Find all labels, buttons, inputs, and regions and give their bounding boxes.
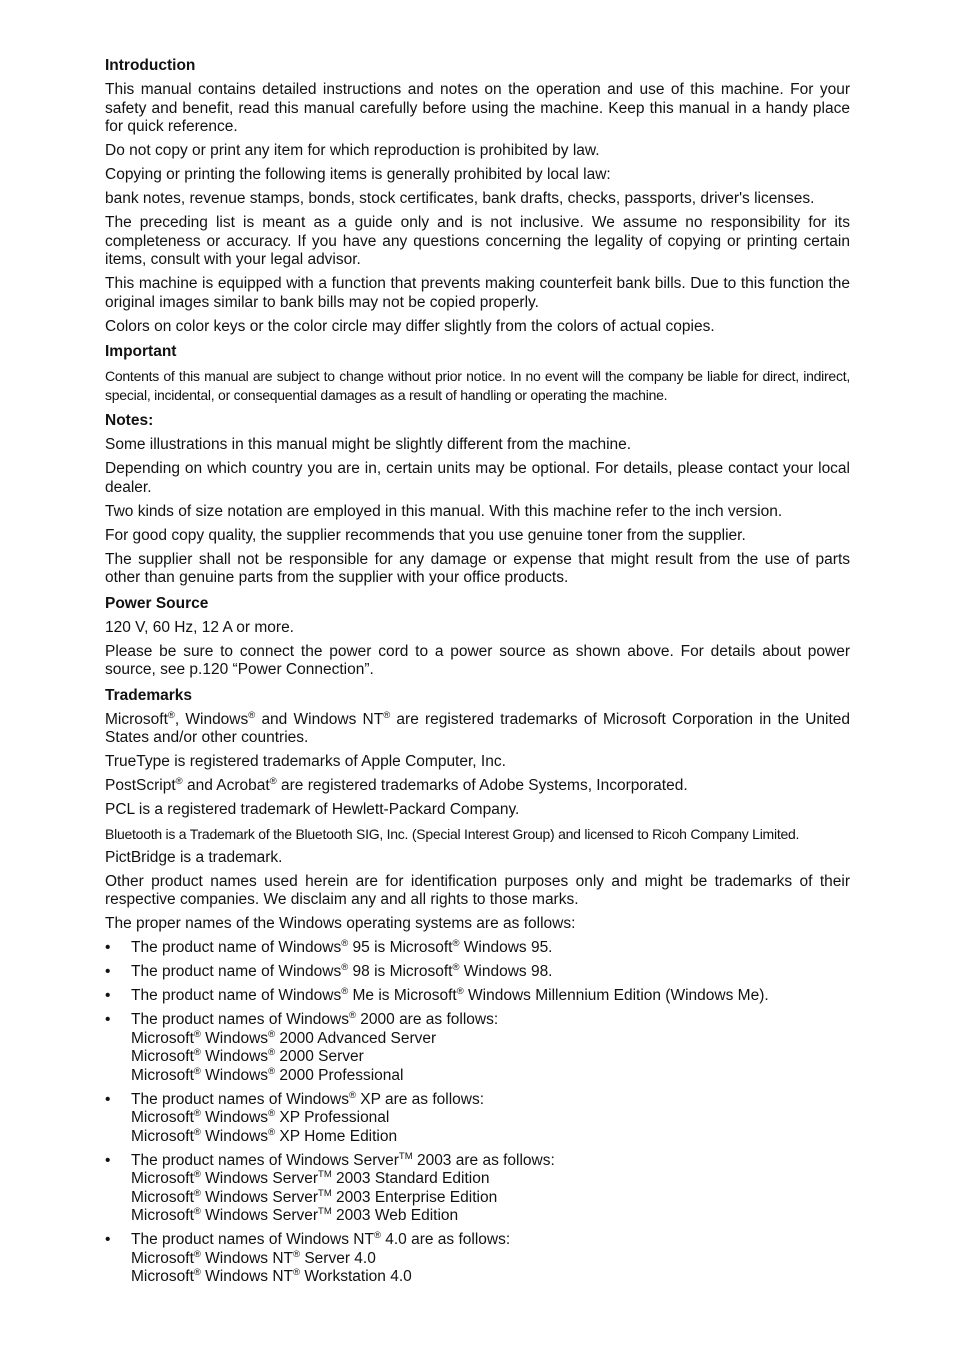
bullet-icon: • xyxy=(105,1231,111,1248)
list-item: • The product name of Windows® Me is Microsoft® Windows Millennium Edition (Windows Me). xyxy=(105,986,769,1004)
windows-names-intro: The proper names of the Windows operating systems are as follows: xyxy=(105,915,576,932)
trademark-pictbridge: PictBridge is a trademark. xyxy=(105,848,283,866)
heading-introduction: Introduction xyxy=(105,57,196,74)
sub-item: Microsoft® Windows® 2000 Professional xyxy=(131,1065,404,1084)
notes-paragraph: For good copy quality, the supplier recommends that you use genuine toner from the supplier. xyxy=(105,526,746,544)
sub-item: Microsoft® Windows NT® Workstation 4.0 xyxy=(131,1267,412,1285)
bullet-icon: • xyxy=(105,1090,111,1108)
heading-important: Important xyxy=(105,343,177,360)
trademark-adobe: PostScript® and Acrobat® are registered trademarks of Adobe Systems, Incorporated. xyxy=(105,776,688,794)
list-item: • The product name of Windows® 98 is Microsoft® Windows 98. xyxy=(105,962,553,980)
sub-item: Microsoft® Windows® XP Home Edition xyxy=(131,1126,398,1145)
power-rating: 120 V, 60 Hz, 12 A or more. xyxy=(105,618,294,636)
list-item: • The product names of Windows Server™ 2003 are as follows: Microsoft® Windows Server™ 2003 Standard Edition Microsoft® Windows Server™ 2003 Enterprise Edition Microsoft® Windows Server™ 2003 Web Edition xyxy=(105,1152,850,1226)
bullet-icon: • xyxy=(105,939,111,956)
bullet-icon: • xyxy=(105,963,111,980)
heading-power-source: Power Source xyxy=(105,594,209,612)
notes-paragraph: Two kinds of size notation are employed in this manual. With this machine refer to the inch version. xyxy=(105,502,783,520)
notes-paragraph: Depending on which country you are in, certain units may be optional. For details, please contact your local dealer. xyxy=(105,460,850,496)
notes-paragraph: Some illustrations in this manual might be slightly different from the machine. xyxy=(105,436,632,453)
heading-notes: Notes: xyxy=(105,412,154,429)
manual-page xyxy=(105,56,850,1292)
sub-item: Microsoft® Windows NT® Server 4.0 xyxy=(131,1248,376,1267)
trademark-other: Other product names used herein are for identification purposes only and might be trademarks of their respective companies. We disclaim any and all rights to those marks. xyxy=(105,872,850,908)
list-item: • The product names of Windows® 2000 are as follows: Microsoft® Windows® 2000 Advanced Server Microsoft® Windows® 2000 Server Microsoft® Windows® 2000 Professional xyxy=(105,1011,850,1085)
intro-paragraph: The preceding list is meant as a guide only and is not inclusive. We assume no responsibility for its completeness or accuracy. If you have any questions concerning the legality of copying or printing certain items, consult with your legal advisor. xyxy=(105,214,850,268)
prohibited-items-list: bank notes, revenue stamps, bonds, stock certificates, bank drafts, checks, passports, driver's licenses. xyxy=(105,190,815,207)
notes-paragraph: The supplier shall not be responsible for any damage or expense that might result from the use of parts other than genuine parts from the supplier with your office products. xyxy=(105,550,850,586)
trademark-microsoft: Microsoft®, Windows® and Windows NT® are registered trademarks of Microsoft Corporation in the United States and/or other countries. xyxy=(105,709,850,746)
list-item: • The product names of Windows NT® 4.0 are as follows: Microsoft® Windows NT® Server 4.0 Microsoft® Windows NT® Workstation 4.0 xyxy=(105,1231,850,1287)
trademark-truetype: TrueType is registered trademarks of Apple Computer, Inc. xyxy=(105,753,506,770)
bullet-icon: • xyxy=(105,1151,111,1169)
bullet-icon: • xyxy=(105,1011,111,1028)
power-paragraph: Please be sure to connect the power cord to a power source as shown above. For details about power source, see p.120 “Power Connection”. xyxy=(105,642,850,678)
intro-paragraph: Do not copy or print any item for which reproduction is prohibited by law. xyxy=(105,142,600,159)
sub-item: Microsoft® Windows® 2000 Advanced Server xyxy=(131,1028,437,1047)
intro-paragraph: This manual contains detailed instructions and notes on the operation and use of this machine. For your safety and benefit, read this manual carefully before using the machine. Keep this manual in a handy place for quick reference. xyxy=(105,81,850,135)
list-item: • The product name of Windows® 95 is Microsoft® Windows 95. xyxy=(105,938,553,956)
sub-item: Microsoft® Windows Server™ 2003 Web Edition xyxy=(131,1206,459,1224)
bullet-icon: • xyxy=(105,987,111,1004)
trademark-bluetooth: Bluetooth is a Trademark of the Bluetooth SIG, Inc. (Special Interest Group) and licensed to Ricoh Company Limited. xyxy=(105,826,800,842)
sub-item: Microsoft® Windows® XP Professional xyxy=(131,1108,390,1126)
list-item: • The product names of Windows® XP are as follows: Microsoft® Windows® XP Professional Microsoft® Windows® XP Home Edition xyxy=(105,1091,850,1147)
sub-item: Microsoft® Windows Server™ 2003 Enterprise Edition xyxy=(131,1187,498,1206)
intro-paragraph: Copying or printing the following items is generally prohibited by local law: xyxy=(105,166,611,183)
trademark-pcl: PCL is a registered trademark of Hewlett-Packard Company. xyxy=(105,801,520,818)
sub-item: Microsoft® Windows® 2000 Server xyxy=(131,1047,364,1065)
heading-trademarks: Trademarks xyxy=(105,686,193,704)
windows-product-names-list xyxy=(105,939,850,1287)
intro-paragraph: This machine is equipped with a function that prevents making counterfeit bank bills. Due to this function the original images similar to bank bills may not be copied properly. xyxy=(105,275,850,311)
intro-paragraph: Colors on color keys or the color circle may differ slightly from the colors of actual copies. xyxy=(105,317,715,335)
important-paragraph: Contents of this manual are subject to change without prior notice. In no event will the company be liable for direct, indirect, special, incidental, or consequential damages as a result of handling or operating the machine. xyxy=(105,368,850,403)
sub-item: Microsoft® Windows Server™ 2003 Standard Edition xyxy=(131,1169,490,1187)
